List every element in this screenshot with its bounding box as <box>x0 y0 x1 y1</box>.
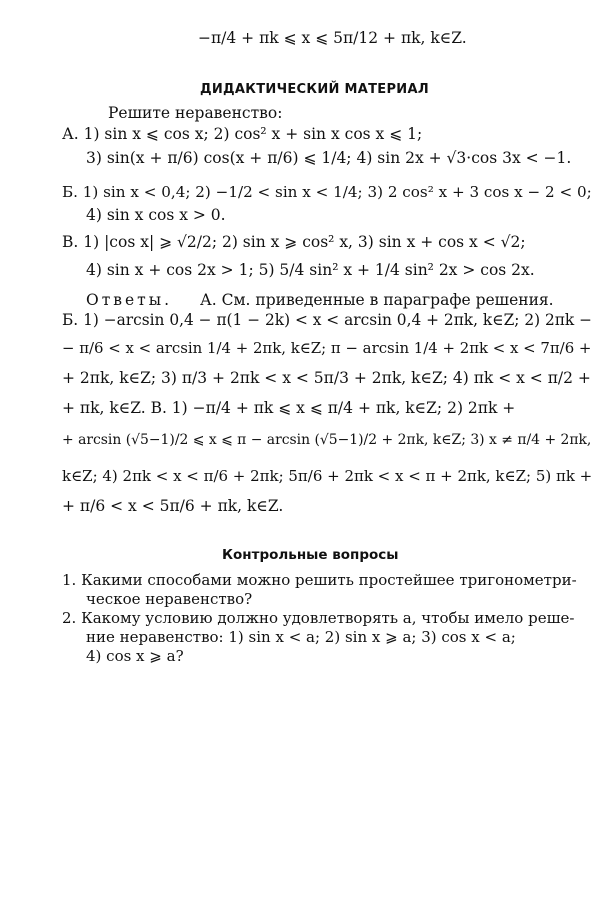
exercise-a-line-1: А. 1) sin x ⩽ cos x; 2) cos² x + sin x cos x ⩽ 1; <box>62 125 423 143</box>
question-2-line-3: 4) cos x ⩾ a? <box>86 647 184 665</box>
answers-line-4: + 2πk, k∈Z; 3) π/3 + 2πk < x < 5π/3 + 2πk, k∈Z; 4) πk < x < π/2 + <box>62 369 591 387</box>
exercise-intro: Решите неравенство: <box>108 104 283 122</box>
answers-line-8: + π/6 < x < 5π/6 + πk, k∈Z. <box>62 497 284 515</box>
exercise-v-line-1: В. 1) |cos x| ⩾ √2/2; 2) sin x ⩾ cos² x, 3) sin x + cos x < √2; <box>62 233 526 251</box>
answers-line-7: k∈Z; 4) 2πk < x < π/6 + 2πk; 5π/6 + 2πk < x < π + 2πk, k∈Z; 5) πk + <box>62 467 593 485</box>
answers-line-3: − π/6 < x < arcsin 1/4 + 2πk, k∈Z; π − arcsin 1/4 + 2πk < x < 7π/6 + <box>62 339 592 357</box>
answers-line-2: Б. 1) −arcsin 0,4 − π(1 − 2k) < x < arcsin 0,4 + 2πk, k∈Z; 2) 2πk − <box>62 311 592 329</box>
question-1-line-2: ческое неравенство? <box>86 590 253 608</box>
exercise-b-line-1: Б. 1) sin x < 0,4; 2) −1/2 < sin x < 1/4; 3) 2 cos² x + 3 cos x − 2 < 0; <box>62 183 592 201</box>
exercise-b-line-2: 4) sin x cos x > 0. <box>86 206 226 224</box>
question-1-line-1: 1. Какими способами можно решить простейшее тригонометри- <box>62 571 577 589</box>
answers-line-1: А. См. приведенные в параграфе решения. <box>200 291 554 309</box>
top-formula: −π/4 + πk ⩽ x ⩽ 5π/12 + πk, k∈Z. <box>198 29 467 47</box>
control-questions-title: Контрольные вопросы <box>222 547 399 563</box>
exercise-v-line-2: 4) sin x + cos 2x > 1; 5) 5/4 sin² x + 1/4 sin² 2x > cos 2x. <box>86 261 535 279</box>
exercise-a-line-2: 3) sin(x + π/6) cos(x + π/6) ⩽ 1/4; 4) sin 2x + √3·cos 3x < −1. <box>86 149 572 167</box>
answers-line-6: + arcsin (√5−1)/2 ⩽ x ⩽ π − arcsin (√5−1)/2 + 2πk, k∈Z; 3) x ≠ π/4 + 2πk, <box>62 432 592 448</box>
question-2-line-2: ние неравенство: 1) sin x < a; 2) sin x ⩾ a; 3) cos x < a; <box>86 628 516 646</box>
answers-line-5: + πk, k∈Z. В. 1) −π/4 + πk ⩽ x ⩽ π/4 + πk, k∈Z; 2) 2πk + <box>62 399 516 417</box>
answers-label: Ответы. <box>86 291 173 309</box>
question-2-line-1: 2. Какому условию должно удовлетворять a, чтобы имело реше- <box>62 609 575 627</box>
section-title: ДИДАКТИЧЕСКИЙ МАТЕРИАЛ <box>200 82 429 97</box>
